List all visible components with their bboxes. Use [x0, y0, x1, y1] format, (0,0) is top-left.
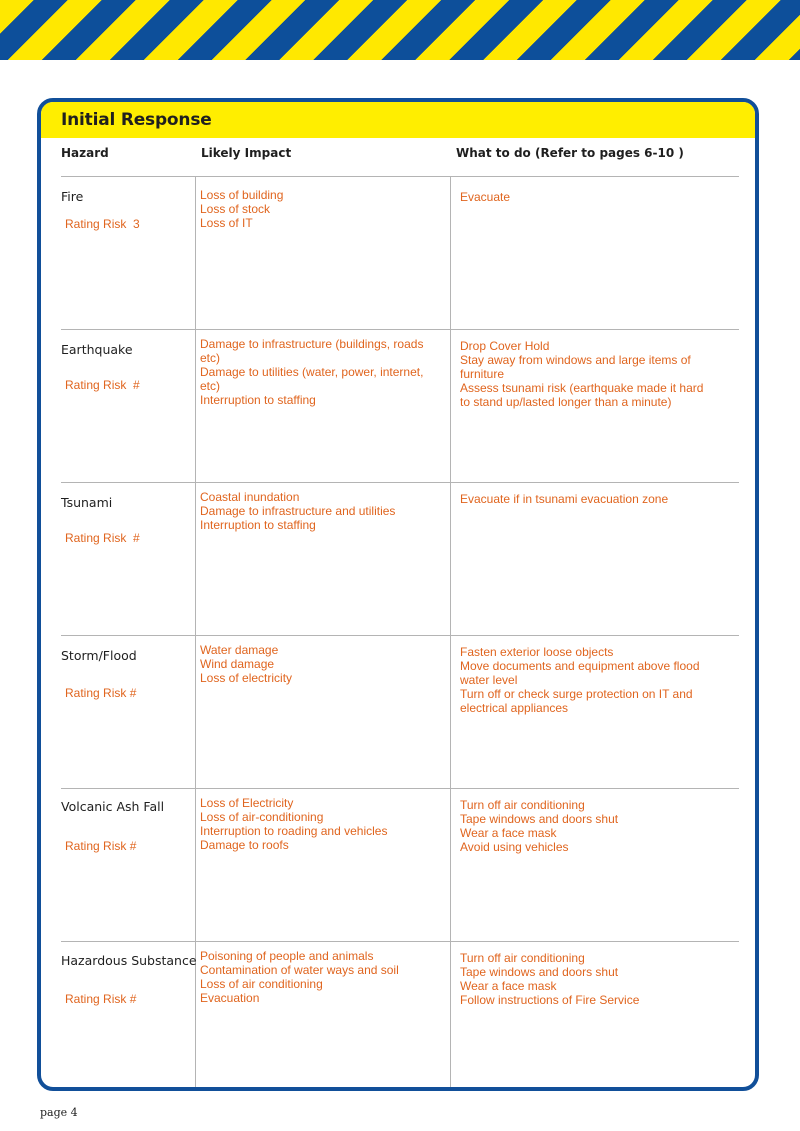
action-item: Drop Cover Hold [460, 339, 550, 353]
hazard-name: Tsunami [61, 495, 113, 510]
hazard-row-fire [41, 176, 755, 329]
hazard-stripe-banner [0, 0, 800, 60]
impact-list [200, 643, 440, 685]
action-item: Tape windows and doors shut [460, 965, 619, 979]
risk-rating: Rating Risk # [65, 531, 140, 545]
impact-item: Interruption to staffing [200, 393, 316, 407]
impact-item: Loss of building [200, 188, 284, 202]
action-item: Move documents and equipment above flood water level [460, 659, 700, 687]
action-list [460, 798, 715, 854]
action-item: Wear a face mask [460, 826, 557, 840]
hazard-name: Earthquake [61, 342, 133, 357]
impact-list [200, 337, 440, 407]
hazard-row-volcanic-ash-fall [41, 788, 755, 941]
panel-header [41, 102, 755, 138]
impact-item: Coastal inundation [200, 490, 300, 504]
impact-list [200, 188, 440, 230]
page-title: Initial Response [61, 110, 212, 130]
hazard-name: Storm/Flood [61, 648, 137, 663]
action-item: Avoid using vehicles [460, 840, 569, 854]
action-item: Turn off or check surge protection on IT and electrical appliances [460, 687, 693, 715]
risk-rating: Rating Risk # [65, 686, 137, 700]
risk-rating: Rating Risk # [65, 992, 137, 1006]
action-item: Fasten exterior loose objects [460, 645, 614, 659]
impact-item: Loss of stock [200, 202, 271, 216]
action-list [460, 492, 715, 506]
impact-item: Loss of IT [200, 216, 253, 230]
action-list [460, 645, 715, 715]
column-header-action: What to do (Refer to pages 6-10 ) [456, 146, 684, 160]
impact-item: Interruption to staffing [200, 518, 316, 532]
action-item: Follow instructions of Fire Service [460, 993, 640, 1007]
hazard-row-hazardous-substance [41, 941, 755, 1091]
hazard-row-earthquake [41, 329, 755, 482]
action-item: Evacuate [460, 190, 511, 204]
column-header-impact: Likely Impact [201, 146, 292, 160]
impact-item: Loss of air-conditioning [200, 810, 324, 824]
risk-rating: Rating Risk # [65, 839, 137, 853]
impact-list [200, 949, 440, 1005]
column-header-hazard: Hazard [61, 146, 109, 160]
impact-item: Wind damage [200, 657, 275, 671]
impact-item: Water damage [200, 643, 279, 657]
page-number: page 4 [40, 1106, 78, 1119]
impact-item: Contamination of water ways and soil [200, 963, 399, 977]
impact-item: Loss of Electricity [200, 796, 294, 810]
impact-item: Interruption to roading and vehicles [200, 824, 388, 838]
risk-rating: Rating Risk 3 [65, 217, 140, 231]
impact-item: Loss of air conditioning [200, 977, 323, 991]
action-list [460, 951, 715, 1007]
impact-item: Loss of electricity [200, 671, 293, 685]
action-item: Wear a face mask [460, 979, 557, 993]
hazard-name: Fire [61, 189, 84, 204]
impact-item: Damage to utilities (water, power, internet, etc) [200, 365, 424, 393]
impact-list [200, 796, 440, 852]
impact-item: Damage to roofs [200, 838, 289, 852]
hazard-row-tsunami [41, 482, 755, 635]
action-list [460, 190, 715, 204]
hazard-name: Volcanic Ash Fall [61, 799, 165, 814]
impact-item: Damage to infrastructure and utilities [200, 504, 396, 518]
hazard-name: Hazardous Substance [61, 953, 197, 968]
impact-item: Poisoning of people and animals [200, 949, 374, 963]
action-item: Tape windows and doors shut [460, 812, 619, 826]
risk-rating: Rating Risk # [65, 378, 140, 392]
action-item: Turn off air conditioning [460, 798, 585, 812]
action-item: Evacuate if in tsunami evacuation zone [460, 492, 669, 506]
impact-item: Damage to infrastructure (buildings, roads etc) [200, 337, 424, 365]
initial-response-panel [37, 98, 759, 1091]
hazard-row-storm-flood [41, 635, 755, 788]
impact-item: Evacuation [200, 991, 260, 1005]
action-item: Assess tsunami risk (earthquake made it hard to stand up/lasted longer than a minute) [460, 381, 704, 409]
action-list [460, 339, 715, 409]
action-item: Turn off air conditioning [460, 951, 585, 965]
impact-list [200, 490, 440, 532]
action-item: Stay away from windows and large items of furniture [460, 353, 691, 381]
